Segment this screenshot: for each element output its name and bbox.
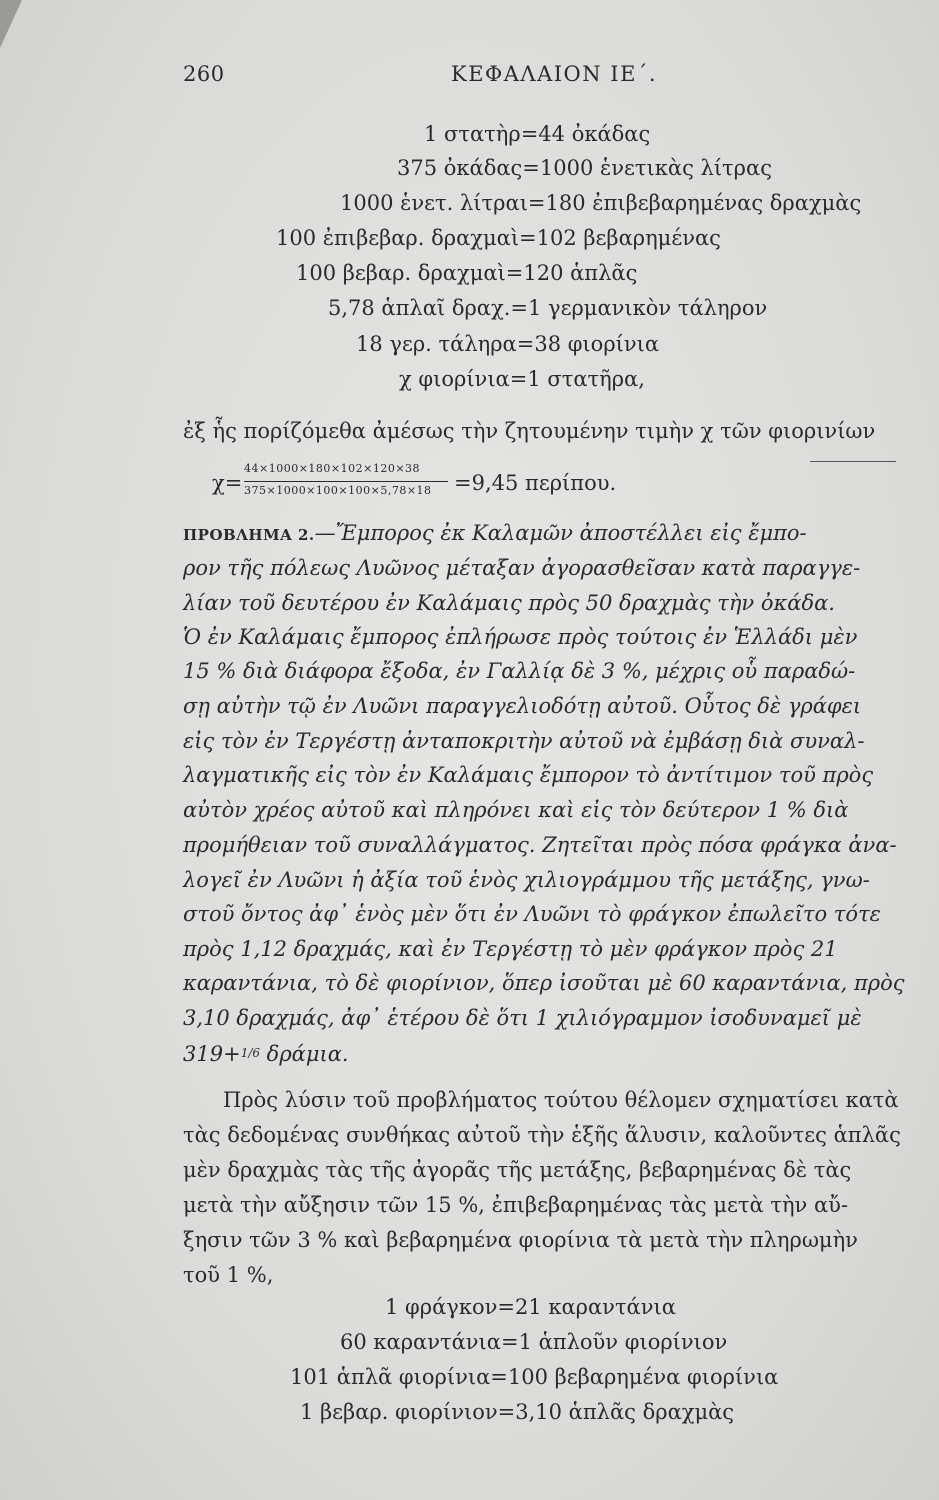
problem-text: δράμια.	[260, 1042, 349, 1066]
decorative-rule	[810, 461, 896, 462]
problem-text: αὐτὸν χρέος αὐτοῦ καὶ πληρόνει καὶ εἰς τὸν δεύτερον 1 % διὰ	[183, 798, 849, 822]
problem-text: καραντάνια, τὸ δὲ φιορίνιον, ὅπερ ἰσοῦται μὲ 60 καραντάνια, πρὸς	[183, 971, 905, 995]
equation-line: 1 φράγκον=21 καραντάνια	[385, 1295, 676, 1319]
problem-text: εἰς τὸν ἐν Τεργέστῃ ἀνταποκριτὴν αὐτοῦ νὰ ἐμβάσῃ διὰ συναλ-	[183, 729, 865, 753]
intro-line: ἐξ ἧς πορίζόμεθα ἀμέσως τὴν ζητουμένην τιμὴν χ τῶν φιορινίων	[183, 419, 876, 443]
solution-text: μὲν δραχμὰς τὰς τῆς ἀγορᾶς τῆς μετάξης, βεβαρημένας δὲ τὰς	[183, 1158, 852, 1182]
problem-text: —Ἔμπορος ἐκ Καλαμῶν ἀποστέλλει εἰς ἔμπο-	[314, 521, 807, 545]
solution-text: τοῦ 1 %,	[183, 1263, 274, 1287]
chapter-title: ΚΕΦΑΛΑΙΟΝ ΙΕ΄.	[451, 62, 658, 86]
problem-text: 319+	[183, 1042, 241, 1066]
problem-text: λογεῖ ἐν Λυῶνι ἡ ἀξία τοῦ ἑνὸς χιλιογράμμου τῆς μετάξης, γνω-	[183, 868, 870, 892]
problem-text: 15 % διὰ διάφορα ἔξοδα, ἐν Γαλλίᾳ δὲ 3 %, μέχρις οὗ παραδώ-	[183, 659, 856, 683]
folded-corner	[0, 0, 22, 48]
page-number: 260	[183, 62, 225, 86]
solution-text: Πρὸς λύσιν τοῦ προβλήματος τούτου θέλομεν σχηματίσει κατὰ	[223, 1088, 899, 1112]
equation-line: 18 γερ. τάληρα=38 φιορίνια	[356, 332, 660, 356]
formula-denominator: 375×1000×100×100×5,78×18	[244, 484, 432, 497]
problem-text: λίαν τοῦ δευτέρου ἐν Καλάμαις πρὸς 50 δραχμὰς τὴν ὀκάδα.	[183, 591, 835, 615]
solution-text: μετὰ τὴν αὔξησιν τῶν 15 %, ἐπιβεβαρημένας τὰς μετὰ τὴν αὔ-	[183, 1193, 849, 1217]
problem-first-line	[183, 520, 807, 548]
solution-text: ξησιν τῶν 3 % καὶ βεβαρημένα φιορίνια τὰ μετὰ τὴν πληρωμὴν	[183, 1228, 858, 1252]
problem-text: στοῦ ὄντος ἀφ᾽ ἑνὸς μὲν ὅτι ἐν Λυῶνι τὸ φράγκον ἐπωλεῖτο τότε	[183, 902, 881, 926]
problem-text: Ὁ ἐν Καλάμαις ἔμπορος ἐπλήρωσε πρὸς τούτοις ἐν Ἑλλάδι μὲν	[183, 625, 858, 649]
fraction-bar	[244, 481, 448, 482]
fraction-one-sixth: 1/6	[240, 1046, 260, 1060]
equation-line: χ φιορίνια=1 στατῆρα,	[399, 367, 645, 391]
solution-text: τὰς δεδομένας συνθήκας αὐτοῦ τὴν ἑξῆς ἅλυσιν, καλοῦντες ἁπλᾶς	[183, 1123, 901, 1147]
equation-line: 375 ὀκάδας=1000 ἑνετικὰς λίτρας	[397, 156, 772, 180]
equation-line: 1 στατὴρ=44 ὀκάδας	[424, 122, 651, 146]
formula-rhs: =9,45 περίπου.	[454, 471, 617, 495]
formula-lhs: χ=	[212, 471, 243, 495]
problem-text: 3,10 δραχμάς, ἀφ᾽ ἑτέρου δὲ ὅτι 1 χιλιόγραμμον ἰσοδυναμεῖ μὲ	[183, 1006, 862, 1030]
problem-text: σῃ αὐτὴν τῷ ἐν Λυῶνι παραγγελιοδότῃ αὐτοῦ. Οὗτος δὲ γράφει	[183, 694, 862, 718]
equation-line: 60 καραντάνια=1 ἁπλοῦν φιορίνιον	[340, 1330, 728, 1354]
equation-line: 101 ἁπλᾶ φιορίνια=100 βεβαρημένα φιορίνια	[290, 1365, 779, 1389]
equation-line: 1000 ἑνετ. λίτραι=180 ἐπιβεβαρημένας δραχμὰς	[340, 191, 862, 215]
problem-text: προμήθειαν τοῦ συναλλάγματος. Ζητεῖται πρὸς πόσα φράγκα ἀνα-	[183, 833, 897, 857]
equation-line: 5,78 ἁπλαῖ δραχ.=1 γερμανικὸν τάληρον	[328, 296, 768, 320]
running-header	[183, 62, 723, 92]
formula-numerator: 44×1000×180×102×120×38	[244, 462, 421, 475]
problem-text: ρον τῆς πόλεως Λυῶνος μέταξαν ἀγορασθεῖσαν κατὰ παραγγε-	[183, 556, 861, 580]
problem-text: πρὸς 1,12 δραχμάς, καὶ ἐν Τεργέστῃ τὸ μὲν φράγκον πρὸς 21	[183, 937, 838, 961]
formula	[212, 462, 732, 506]
problem-last-line	[183, 1040, 349, 1067]
equation-line: 100 ἐπιβεβαρ. δραχμαὶ=102 βεβαρημένας	[276, 226, 721, 250]
equation-line: 1 βεβαρ. φιορίνιον=3,10 ἁπλᾶς δραχμὰς	[300, 1400, 735, 1424]
equation-line: 100 βεβαρ. δραχμαὶ=120 ἁπλᾶς	[296, 261, 638, 285]
problem-text: λαγματικῆς εἰς τὸν ἐν Καλάμαις ἔμπορον τὸ ἀντίτιμον τοῦ πρὸς	[183, 763, 874, 787]
problem-heading: ΠΡΟΒΛΗΜΑ 2.	[183, 526, 315, 544]
